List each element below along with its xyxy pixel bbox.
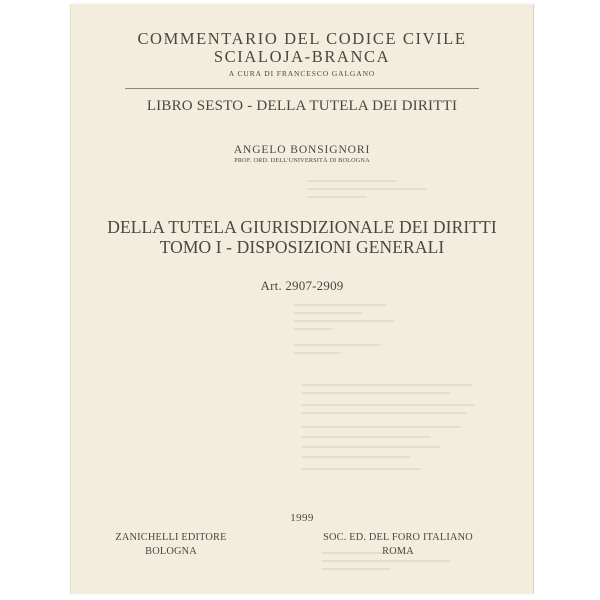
author-name: ANGELO BONSIGNORI [233,144,371,156]
header-divider [125,88,479,89]
series-title: COMMENTARIO DEL CODICE CIVILE [137,29,467,48]
book-title: LIBRO SESTO - DELLA TUTELA DEI DIRITTI [146,98,458,114]
title-page [70,4,534,594]
publisher-right-city: ROMA [382,546,414,557]
volume-subtitle: TOMO I - DISPOSIZIONI GENERALI [159,237,445,257]
author-affiliation: PROF. ORD. DELL'UNIVERSITÀ DI BOLOGNA [234,157,370,164]
article-range: Art. 2907-2909 [260,278,344,293]
publisher-left-name: ZANICHELLI EDITORE [115,532,227,543]
publication-year: 1999 [290,512,314,524]
publisher-left [73,531,269,559]
publisher-left-city: BOLOGNA [145,546,197,557]
publisher-right-name: SOC. ED. DEL FORO ITALIANO [323,532,473,543]
series-subtitle: SCIALOJA-BRANCA [213,47,391,66]
publisher-right [287,531,509,559]
volume-title: DELLA TUTELA GIURISDIZIONALE DEI DIRITTI [107,217,497,237]
editor-credit: A CURA DI FRANCESCO GALGANO [228,69,376,78]
